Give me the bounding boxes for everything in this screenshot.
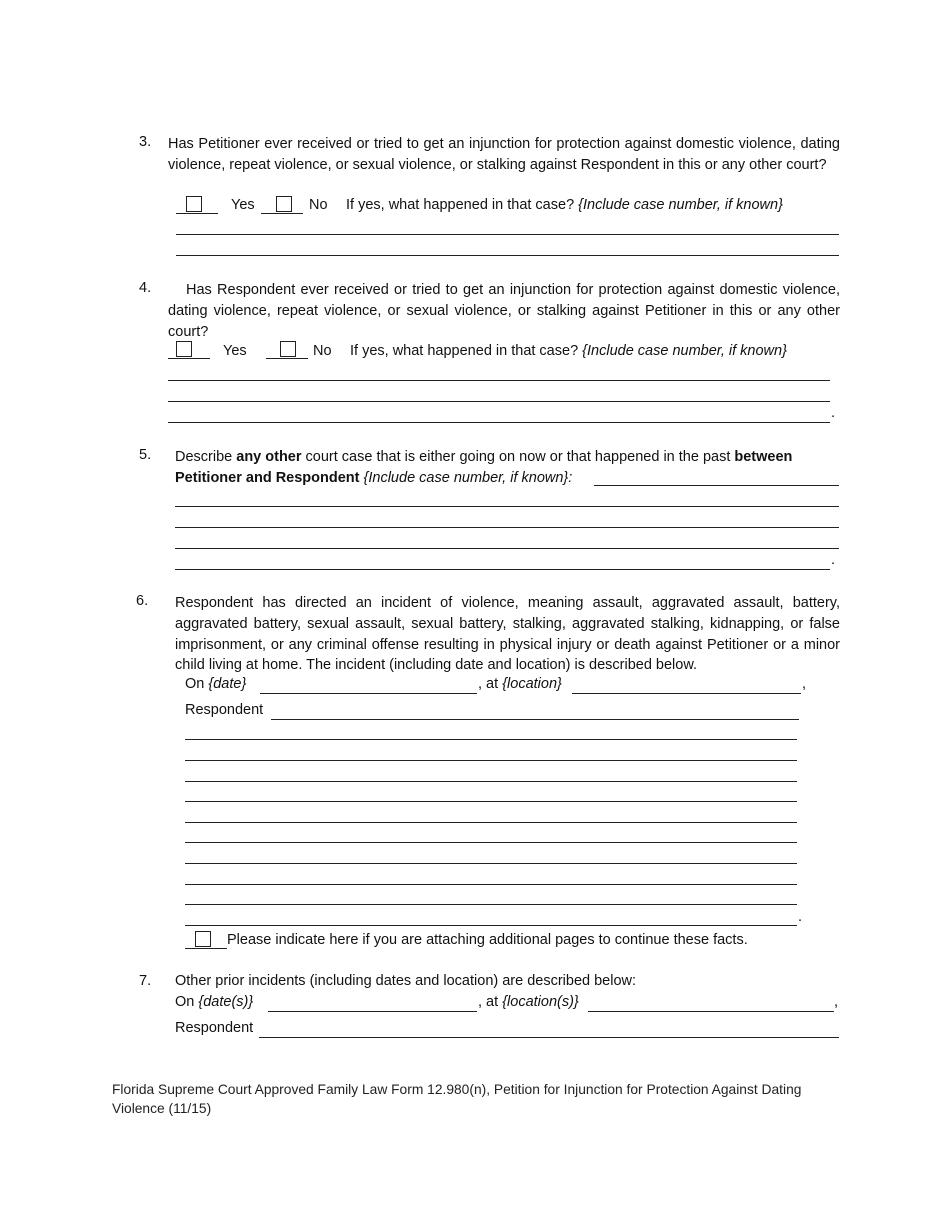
q6-details-line-10[interactable] <box>185 907 797 926</box>
q3-question-text: Has Petitioner ever received or tried to get an injunction for protection against domestic violence, dating violence, repeat violence, or sexual violence, or stalking against Respondent in this or any other court? <box>168 136 840 173</box>
q6-on-label: On {date} <box>185 676 247 692</box>
q6-location-field[interactable] <box>572 675 801 694</box>
q3-details-line-1[interactable] <box>176 216 839 235</box>
q3-no-checkbox[interactable] <box>276 196 292 212</box>
q5-details-line-2[interactable] <box>175 509 839 528</box>
q7-location-field[interactable] <box>588 993 834 1012</box>
q6-details-line-4[interactable] <box>185 783 797 802</box>
q3-details-line-2[interactable] <box>176 237 839 256</box>
q6-details-line-3[interactable] <box>185 763 797 782</box>
q6-date-hint: {date} <box>208 676 247 692</box>
q6-location-hint: {location} <box>502 676 562 692</box>
q7-respondent-inline[interactable] <box>259 1019 839 1038</box>
q7-comma: , <box>834 994 839 1010</box>
q7-on-label: On {date(s)} <box>175 994 254 1010</box>
q7-question-text: Other prior incidents (including dates and location) are described below: <box>175 973 637 989</box>
q4-prompt: If yes, what happened in that case? {Include case number, if known} <box>350 343 787 359</box>
q4-prompt-hint: {Include case number, if known} <box>582 343 787 359</box>
q5-question-text: Describe any other court case that is either going on now or that happened in the past between Petitioner and Respondent {Include case number, if known}: <box>175 449 793 486</box>
q6-respondent-label: Respondent <box>185 702 264 718</box>
q3-number: 3. <box>139 134 152 150</box>
q6-details-line-5[interactable] <box>185 804 797 823</box>
q6-respondent-inline[interactable] <box>271 701 799 720</box>
q3-prompt: If yes, what happened in that case? {Include case number, if known} <box>346 197 783 213</box>
q6-date-field[interactable] <box>260 675 477 694</box>
q7-date-hint: {date(s)} <box>198 994 254 1010</box>
q7-respondent-label: Respondent <box>175 1020 254 1036</box>
q5-number: 5. <box>139 447 152 463</box>
q6-details-line-9[interactable] <box>185 886 797 905</box>
q5-details-line-3[interactable] <box>175 530 839 549</box>
q6-details-line-6[interactable] <box>185 824 797 843</box>
q5-details-line-1[interactable] <box>175 488 839 507</box>
q6-details-line-1[interactable] <box>185 721 797 740</box>
q4-details-line-3[interactable] <box>168 404 830 423</box>
q5-details-line-4[interactable] <box>175 551 830 570</box>
form-footer: Florida Supreme Court Approved Family Law Form 12.980(n), Petition for Injunction for Protection Against Dating Violence (11/15) <box>112 1082 802 1116</box>
q5-end-mark: . <box>831 552 836 568</box>
q4-end-mark: . <box>831 405 836 421</box>
q5-details-inline[interactable] <box>594 467 839 486</box>
q6-attach-checkbox[interactable] <box>195 931 211 947</box>
q4-details-line-2[interactable] <box>168 383 830 402</box>
q3-yes-label: Yes <box>231 197 255 213</box>
q3-yes-checkbox[interactable] <box>186 196 202 212</box>
q4-no-checkbox[interactable] <box>280 341 296 357</box>
q6-end-mark: . <box>798 909 803 925</box>
q7-at-label: , at {location(s)} <box>478 994 579 1010</box>
q3-no-label: No <box>309 197 328 213</box>
q6-details-line-7[interactable] <box>185 845 797 864</box>
q6-comma: , <box>802 676 807 692</box>
q4-question-text: Has Respondent ever received or tried to get an injunction for protection against domestic violence, dating violence, repeat violence, or sexual violence, or stalking against Petitioner in this or any other court? <box>168 282 840 340</box>
q4-yes-checkbox[interactable] <box>176 341 192 357</box>
q6-at-label: , at {location} <box>478 676 562 692</box>
q6-number: 6. <box>136 593 149 609</box>
q4-details-line-1[interactable] <box>168 362 830 381</box>
q6-details-line-2[interactable] <box>185 742 797 761</box>
q6-attach-text: Please indicate here if you are attaching additional pages to continue these facts. <box>227 932 748 948</box>
q6-details-line-8[interactable] <box>185 866 797 885</box>
q6-question-text: Respondent has directed an incident of violence, meaning assault, aggravated assault, battery, aggravated battery, sexual assault, sexual battery, stalking, aggravated stalking, kidnapping, or false imprisonment, or any criminal offense resulting in physical injury or death against Petitioner or a minor child living at home. The incident (including date and location) is described below. <box>175 595 840 674</box>
q4-no-label: No <box>313 343 332 359</box>
q3-prompt-hint: {Include case number, if known} <box>578 197 783 213</box>
q7-number: 7. <box>139 973 152 989</box>
q7-location-hint: {location(s)} <box>502 994 579 1010</box>
q4-number: 4. <box>139 280 152 296</box>
q4-yes-label: Yes <box>223 343 247 359</box>
q7-date-field[interactable] <box>268 993 477 1012</box>
